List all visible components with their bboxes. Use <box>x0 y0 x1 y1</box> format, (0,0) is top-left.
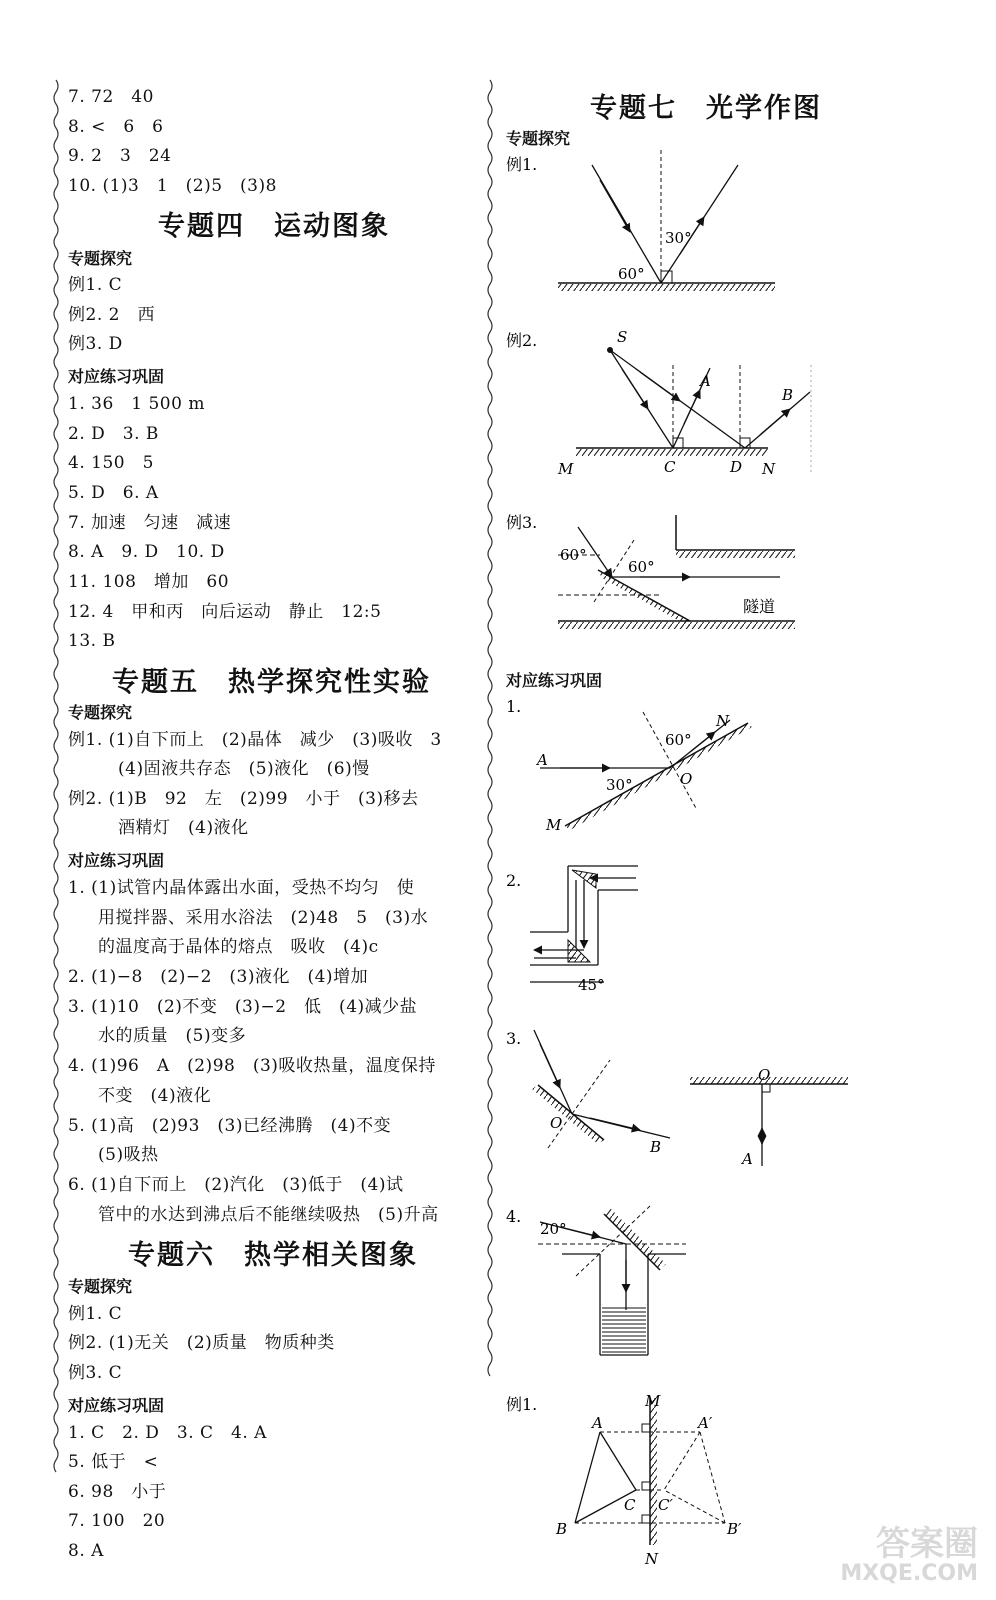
answer-line: 5. 低于 < <box>68 1452 159 1472</box>
example-line: 例2. (1)无关 (2)质量 物质种类 <box>68 1333 335 1353</box>
answer-line: 3. (1)10 (2)不变 (3)−2 低 (4)减少盐 <box>68 997 418 1017</box>
subheading: 专题探究 <box>68 703 133 722</box>
point-label: C′ <box>658 1496 673 1514</box>
angle-label: 45° <box>578 976 605 994</box>
section-title: 专题六 热学相关图象 <box>128 1240 418 1271</box>
answer-line: 8. < 6 6 <box>68 117 164 137</box>
subheading: 专题探究 <box>68 249 133 268</box>
subheading: 对应练习巩固 <box>506 671 603 690</box>
example-line: 例2. 2 西 <box>68 305 155 325</box>
example-line: 例2. (1)B 92 左 (2)99 小于 (3)移去 <box>68 789 419 809</box>
point-label: M <box>645 1392 661 1410</box>
section-title: 专题四 运动图象 <box>158 211 390 242</box>
answer-line: 管中的水达到沸点后不能继续吸热 (5)升高 <box>98 1205 439 1225</box>
section-title: 专题五 热学探究性实验 <box>112 667 431 698</box>
answer-line: 1. C 2. D 3. C 4. A <box>68 1423 267 1443</box>
answer-line: 9. 2 3 24 <box>68 146 172 166</box>
subheading: 对应练习巩固 <box>68 1396 165 1415</box>
answer-line: 7. 72 40 <box>68 87 154 107</box>
diagram-label: 例1. <box>506 155 538 174</box>
diagram-label: 4. <box>506 1207 522 1226</box>
diagram-practice-3 <box>506 1029 848 1168</box>
angle-label: 60° <box>628 558 655 576</box>
point-label: B <box>650 1138 662 1156</box>
diagram-example-last <box>506 1392 742 1568</box>
answer-line: 6. 98 小于 <box>68 1482 167 1502</box>
answer-line: 水的质量 (5)变多 <box>98 1026 247 1046</box>
answer-line: 不变 (4)液化 <box>98 1086 212 1106</box>
example-line: 例3. D <box>68 334 123 354</box>
diagram-label: 1. <box>506 697 522 716</box>
angle-label: 30° <box>665 229 692 247</box>
diagram-label: 例3. <box>506 513 538 532</box>
answer-line: 7. 加速 匀速 减速 <box>68 513 232 533</box>
angle-label: 60° <box>665 731 692 749</box>
angle-label: 20° <box>540 1220 567 1238</box>
diagram-label: 例2. <box>506 331 538 350</box>
point-label: N <box>716 712 730 730</box>
watermark <box>840 1526 978 1586</box>
point-label: A <box>742 1150 753 1168</box>
answer-line: 1. 36 1 500 m <box>68 394 205 414</box>
subheading: 专题探究 <box>68 1277 133 1296</box>
angle-label: 30° <box>606 776 633 794</box>
point-label: B <box>556 1520 568 1538</box>
answer-line: 6. (1)自下而上 (2)汽化 (3)低于 (4)试 <box>68 1175 404 1195</box>
diagram-example-3 <box>506 513 795 629</box>
example-line: 例1. C <box>68 1304 123 1324</box>
point-label: N <box>762 460 776 478</box>
answer-line: 11. 108 增加 60 <box>68 572 230 592</box>
example-line: (4)固液共存态 (5)液化 (6)慢 <box>118 759 370 779</box>
diagram-example-1 <box>506 150 775 291</box>
diagram-example-2 <box>506 328 811 478</box>
diagram-label: 2. <box>506 871 522 890</box>
point-label: O <box>680 770 693 788</box>
subheading: 对应练习巩固 <box>68 851 165 870</box>
point-label: C <box>624 1496 636 1514</box>
point-label: M <box>546 816 562 834</box>
answer-line: 13. B <box>68 631 116 651</box>
answer-line: 5. D 6. A <box>68 483 159 503</box>
point-label: A′ <box>698 1414 713 1432</box>
answer-line: 8. A <box>68 1541 104 1561</box>
point-label: M <box>558 460 574 478</box>
watermark-logo-text: 答案圈 <box>876 1524 978 1564</box>
answer-line: 7. 100 20 <box>68 1511 166 1531</box>
example-line: 例1. (1)自下而上 (2)晶体 减少 (3)吸收 3 <box>68 730 442 750</box>
subheading: 对应练习巩固 <box>68 367 165 386</box>
diagram-label: 3. <box>506 1029 522 1048</box>
point-label: O <box>758 1066 771 1084</box>
diagram-practice-1 <box>506 697 752 834</box>
answer-line: 用搅拌器、采用水浴法 (2)48 5 (3)水 <box>98 908 429 928</box>
diagram-practice-4 <box>506 1206 686 1355</box>
angle-label: 60° <box>618 265 645 283</box>
tunnel-label: 隧道 <box>743 597 776 616</box>
point-label: A <box>537 751 548 769</box>
example-line: 例1. C <box>68 275 123 295</box>
answer-line: 5. (1)高 (2)93 (3)已经沸腾 (4)不变 <box>68 1116 392 1136</box>
point-label: N <box>645 1550 659 1568</box>
point-label: A <box>592 1414 603 1432</box>
diagram-label: 例1. <box>506 1395 538 1414</box>
answer-line: 10. (1)3 1 (2)5 (3)8 <box>68 176 277 196</box>
answer-line: (5)吸热 <box>98 1145 159 1165</box>
point-label: B <box>782 386 794 404</box>
point-label: B′ <box>727 1520 742 1538</box>
example-line: 例3. C <box>68 1363 123 1383</box>
section-title: 专题七 光学作图 <box>590 93 822 124</box>
answer-line: 2. (1)−8 (2)−2 (3)液化 (4)增加 <box>68 967 369 987</box>
answer-line: 8. A 9. D 10. D <box>68 542 225 562</box>
diagram-practice-2 <box>506 866 638 994</box>
point-label: S <box>617 328 628 346</box>
point-label: O <box>550 1114 563 1132</box>
point-label: A <box>700 372 711 390</box>
point-label: D <box>730 458 743 476</box>
example-line: 酒精灯 (4)液化 <box>118 818 249 838</box>
answer-line: 的温度高于晶体的熔点 吸收 (4)c <box>98 937 379 957</box>
answer-line: 12. 4 甲和丙 向后运动 静止 12:5 <box>68 602 382 622</box>
watermark-url: MXQE.COM <box>840 1561 978 1586</box>
answer-line: 4. (1)96 A (2)98 (3)吸收热量，温度保持 <box>68 1056 436 1076</box>
angle-label: 60° <box>560 546 587 564</box>
subheading: 专题探究 <box>506 129 571 148</box>
point-label: C <box>664 458 676 476</box>
answer-line: 4. 150 5 <box>68 453 154 473</box>
answer-line: 2. D 3. B <box>68 424 159 444</box>
answer-line: 1. (1)试管内晶体露出水面，受热不均匀 使 <box>68 878 415 898</box>
